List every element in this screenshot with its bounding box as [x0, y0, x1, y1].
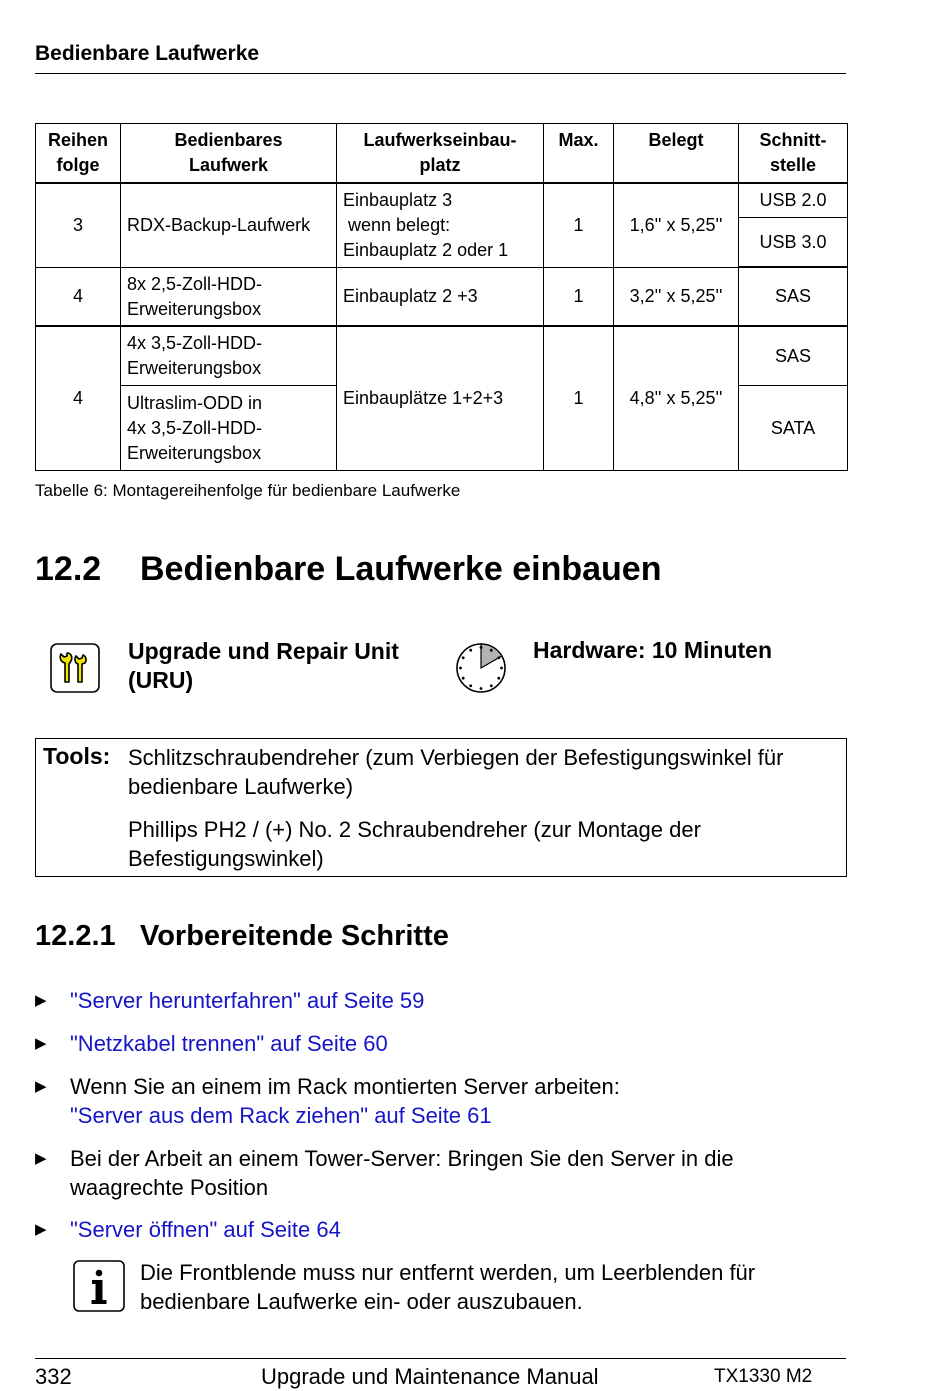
running-header: Bedienbare Laufwerke	[35, 42, 260, 65]
cell-bay: Einbauplatz 2 +3	[337, 267, 544, 326]
cell-interface: USB 2.0	[739, 183, 848, 218]
subsection-title	[35, 920, 449, 953]
wrench-icon	[50, 643, 100, 693]
cell-used: 1,6'' x 5,25''	[614, 183, 739, 268]
header-max: Max.	[544, 124, 614, 183]
cell-drive: 8x 2,5-Zoll-HDD- Erweiterungsbox	[121, 267, 337, 326]
subsection-number: 12.2.1	[35, 920, 116, 952]
cell-drive: 4x 3,5-Zoll-HDD- Erweiterungsbox	[121, 326, 337, 385]
cell-used: 3,2'' x 5,25''	[614, 267, 739, 326]
info-icon	[73, 1260, 125, 1312]
cell-order: 3	[36, 183, 121, 268]
triangle-bullet-icon: ▶	[35, 1078, 47, 1095]
clock-icon	[454, 641, 508, 695]
section-title-text: Bedienbare Laufwerke einbauen	[140, 550, 662, 588]
cell-bay: Einbauplatz 3 wenn belegt: Einbauplatz 2 oder 1	[337, 183, 544, 268]
cell-max: 1	[544, 183, 614, 268]
table-row	[36, 326, 848, 385]
cell-interface: SATA	[739, 386, 848, 471]
link-pull-from-rack[interactable]: "Server aus dem Rack ziehen" auf Seite 61	[70, 1103, 492, 1128]
cell-max: 1	[544, 326, 614, 470]
section-title	[35, 550, 662, 589]
table-row	[36, 183, 848, 218]
table-header-row	[36, 124, 848, 183]
cell-drive: RDX-Backup-Laufwerk	[121, 183, 337, 268]
model-name: TX1330 M2	[714, 1366, 813, 1387]
header-bay: Laufwerkseinbau- platz	[337, 124, 544, 183]
step-text: Bei der Arbeit an einem Tower-Server: Bringen Sie den Server in die waagrechte Position	[70, 1146, 734, 1200]
mounting-order-table	[35, 123, 848, 471]
table-caption: Tabelle 6: Montagereihenfolge für bedienbare Laufwerke	[35, 481, 461, 500]
cell-interface: USB 3.0	[739, 218, 848, 267]
triangle-bullet-icon: ▶	[35, 1221, 47, 1238]
table-row	[36, 267, 848, 326]
header-used: Belegt	[614, 124, 739, 183]
header-interface: Schnitt- stelle	[739, 124, 848, 183]
cell-drive: Ultraslim-ODD in 4x 3,5-Zoll-HDD- Erweiterungsbox	[121, 386, 337, 471]
footer-rule	[35, 1358, 846, 1359]
triangle-bullet-icon: ▶	[35, 1150, 47, 1167]
link-disconnect-power[interactable]: "Netzkabel trennen" auf Seite 60	[70, 1031, 388, 1056]
note-text: Die Frontblende muss nur entfernt werden, um Leerblenden für bedienbare Laufwerke ein- oder auszubauen.	[140, 1260, 756, 1314]
cell-used: 4,8'' x 5,25''	[614, 326, 739, 470]
cell-max: 1	[544, 267, 614, 326]
manual-title: Upgrade und Maintenance Manual	[261, 1364, 599, 1389]
tools-label: Tools:	[43, 743, 111, 769]
cell-interface: SAS	[739, 326, 848, 385]
subsection-title-text: Vorbereitende Schritte	[140, 920, 449, 952]
cell-order: 4	[36, 267, 121, 326]
link-shutdown-server[interactable]: "Server herunterfahren" auf Seite 59	[70, 988, 425, 1013]
cell-interface: SAS	[739, 267, 848, 326]
header-order: Reihen folge	[36, 124, 121, 183]
triangle-bullet-icon: ▶	[35, 992, 47, 1009]
step-item	[35, 1072, 835, 1132]
page-number: 332	[35, 1364, 72, 1389]
header-drive: Bedienbares Laufwerk	[121, 124, 337, 183]
header-rule	[35, 73, 846, 74]
cell-bay: Einbauplätze 1+2+3	[337, 326, 544, 470]
tools-item: Schlitzschraubendreher (zum Verbiegen der Befestigungswinkel für bedienbare Laufwerke)	[128, 745, 784, 799]
tools-item: Phillips PH2 / (+) No. 2 Schraubendreher (zur Montage der Befestigungswinkel)	[128, 817, 701, 871]
uru-label: Upgrade und Repair Unit (URU)	[128, 638, 399, 693]
time-label: Hardware: 10 Minuten	[533, 637, 772, 663]
section-number: 12.2	[35, 550, 102, 588]
cell-order: 4	[36, 326, 121, 470]
step-text: Wenn Sie an einem im Rack montierten Server arbeiten: "Server aus dem Rack ziehen" auf Seite 61	[70, 1074, 620, 1128]
triangle-bullet-icon: ▶	[35, 1035, 47, 1052]
link-open-server[interactable]: "Server öffnen" auf Seite 64	[70, 1217, 341, 1242]
